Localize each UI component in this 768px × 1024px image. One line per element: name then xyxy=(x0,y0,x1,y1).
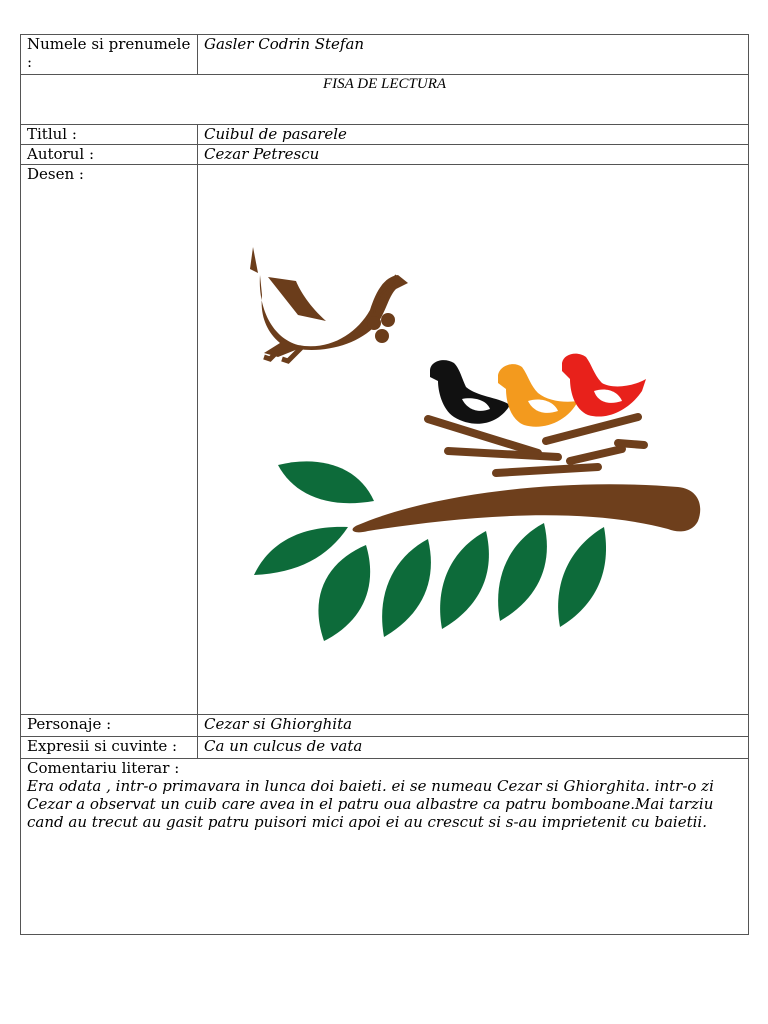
expressions-value: Ca un culcus de vata xyxy=(198,737,749,759)
book-title-value: Cuibul de pasarele xyxy=(198,125,749,145)
comment-text: Era odata , intr-o primavara in lunca doi baieti. ei se numeau Cezar si Ghiorghita. intr-o zi Cezar a observat un cuib care avea in el patru oua albastre ca patru bomboane.Mai tarziu cand au trecut au gasit patru puisori mici apoi ei au crescut si s-au imprietenit cu baietii. xyxy=(27,777,714,831)
book-title-label: Titlul : xyxy=(21,125,198,145)
author-value: Cezar Petrescu xyxy=(198,145,749,165)
comment-cell xyxy=(21,759,749,935)
name-label: Numele si prenumele : xyxy=(21,35,198,75)
nest-illustration xyxy=(198,165,748,713)
black-chick xyxy=(430,360,510,424)
reading-sheet xyxy=(20,34,748,934)
sheet-title: FISA DE LECTURA xyxy=(21,75,749,125)
red-chick xyxy=(562,354,646,417)
comment-label: Comentariu literar : xyxy=(27,759,180,777)
drawing-area xyxy=(198,165,748,713)
characters-value: Cezar si Ghiorghita xyxy=(198,715,749,737)
drawing-label: Desen : xyxy=(21,165,198,715)
characters-label: Personaje : xyxy=(21,715,198,737)
drawing-cell xyxy=(198,165,749,715)
branch xyxy=(353,484,701,532)
name-value: Gasler Codrin Stefan xyxy=(198,35,749,75)
flying-bird xyxy=(250,247,408,361)
author-label: Autorul : xyxy=(21,145,198,165)
expressions-label: Expresii si cuvinte : xyxy=(21,737,198,759)
reading-form-table xyxy=(20,34,749,935)
